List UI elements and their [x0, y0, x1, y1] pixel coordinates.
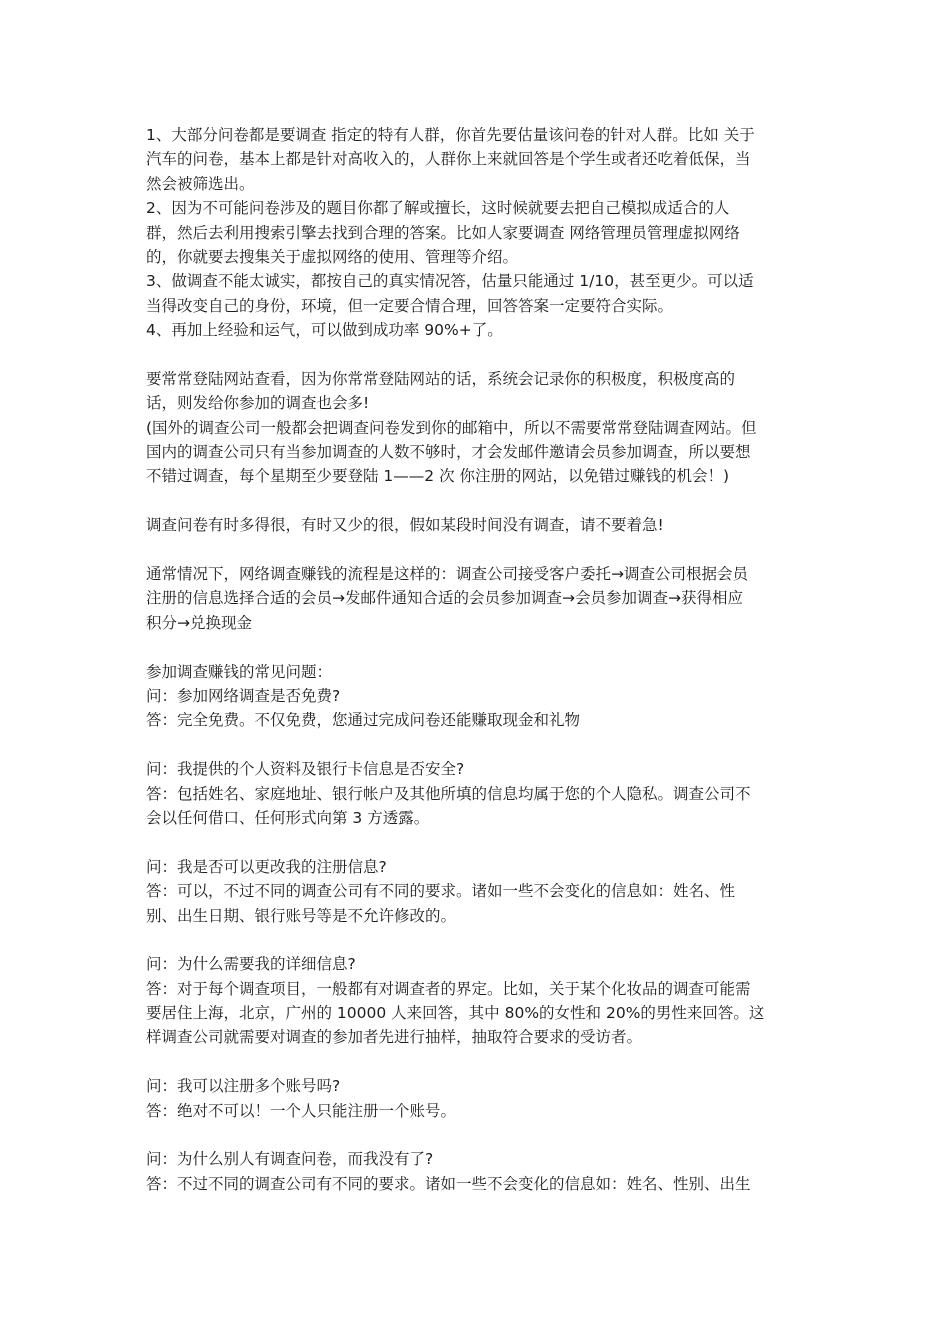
text-line: 答：对于每个调查项目，一般都有对调查者的界定。比如，关于某个化妆品的调查可能需 [146, 979, 751, 998]
text-line: 然会被筛选出。 [146, 174, 255, 193]
text-line: 1、大部分问卷都是要调查 指定的特有人群，你首先要估量该问卷的针对人群。比如 关于 [146, 126, 755, 144]
paragraph [146, 952, 806, 1050]
paragraph [146, 123, 806, 343]
paragraph [146, 1074, 806, 1123]
paragraph-gap [146, 733, 806, 757]
text-line: 问：我可以注册多个账号吗? [146, 1077, 341, 1096]
paragraph-gap [146, 635, 806, 659]
text-line: 样调查公司就需要对调查的参加者先进行抽样，抽取符合要求的受访者。 [146, 1028, 643, 1047]
text-line: 群，然后去利用搜索引擎去找到合理的答案。比如人家要调查 网络管理员管理虚拟网络 [146, 223, 740, 242]
paragraph [146, 562, 806, 635]
text-line: 问：我提供的个人资料及银行卡信息是否安全? [146, 760, 465, 779]
text-line: 当得改变自己的身份，环境，但一定要合情合理，回答答案一定要符合实际。 [146, 296, 674, 315]
text-line: 的，你就要去搜集关于虚拟网络的使用、管理等介绍。 [146, 247, 519, 266]
text-line: 问：我是否可以更改我的注册信息? [146, 857, 387, 876]
text-line: 别、出生日期、银行账号等是不允许修改的。 [146, 906, 457, 925]
paragraph [146, 757, 806, 830]
text-line: 3、做调查不能太诚实，都按自己的真实情况答，估量只能通过 1/10，甚至更少。可以适 [146, 272, 754, 291]
paragraph-gap [146, 489, 806, 513]
text-line: 通常情况下，网络调查赚钱的流程是这样的：调查公司接受客户委托→调查公司根据会员 [146, 565, 748, 584]
text-line: 问：为什么需要我的详细信息? [146, 955, 356, 974]
text-line: 答：可以，不过不同的调查公司有不同的要求。诸如一些不会变化的信息如：姓名、性 [146, 882, 736, 901]
text-line: 会以任何借口、任何形式向第 3 方透露。 [146, 808, 430, 827]
text-line: 答：包括姓名、家庭地址、银行帐户及其他所填的信息均属于您的个人隐私。调查公司不 [146, 784, 751, 803]
text-line: 4、再加上经验和运气，可以做到成功率 90%+了。 [146, 321, 503, 340]
text-line: 答：完全免费。不仅免费，您通过完成问卷还能赚取现金和礼物 [146, 711, 581, 730]
text-line: 答：绝对不可以！一个人只能注册一个账号。 [146, 1101, 457, 1120]
text-line: 问：为什么别人有调查问卷，而我没有了? [146, 1150, 434, 1169]
paragraph [146, 660, 806, 733]
paragraph-gap [146, 1123, 806, 1147]
text-line: 话，则发给你参加的调查也会多! [146, 394, 370, 413]
text-line: 注册的信息选择合适的会员→发邮件通知合适的会员参加调查→会员参加调查→获得相应 [146, 589, 743, 608]
text-line: 要常常登陆网站查看，因为你常常登陆网站的话，系统会记录你的积极度，积极度高的 [146, 369, 736, 388]
text-line: 答：不过不同的调查公司有不同的要求。诸如一些不会变化的信息如：姓名、性别、出生 [146, 1174, 751, 1193]
paragraph-gap [146, 538, 806, 562]
paragraph [146, 1147, 806, 1196]
paragraph-gap [146, 928, 806, 952]
paragraph [146, 855, 806, 928]
paragraph-gap [146, 343, 806, 367]
text-line: 汽车的问卷，基本上都是针对高收入的，人群你上来就回答是个学生或者还吃着低保，当 [146, 150, 751, 169]
text-line: 问：参加网络调查是否免费? [146, 686, 341, 705]
text-line: 积分→兑换现金 [146, 613, 252, 632]
paragraph-gap [146, 830, 806, 854]
document-body [146, 123, 806, 1196]
paragraph [146, 367, 806, 489]
text-line: (国外的调查公司一般都会把调查问卷发到你的邮箱中，所以不需要常常登陆调查网站。但 [146, 418, 757, 437]
text-line: 要居住上海，北京，广州的 10000 人来回答，其中 80%的女性和 20%的男性来回答。这 [146, 1004, 765, 1023]
text-line: 2、因为不可能问卷涉及的题目你都了解或擅长，这时候就要去把自己模拟成适合的人 [146, 199, 730, 218]
text-line: 调查问卷有时多得很，有时又少的很，假如某段时间没有调查，请不要着急! [146, 516, 664, 535]
text-line: 国内的调查公司只有当参加调查的人数不够时，才会发邮件邀请会员参加调查，所以要想 [146, 443, 751, 462]
text-line: 参加调查赚钱的常见问题： [146, 662, 333, 681]
text-line: 不错过调查，每个星期至少要登陆 1——2 次 你注册的网站，以免错过赚钱的机会！) [146, 467, 730, 486]
paragraph-gap [146, 1050, 806, 1074]
paragraph [146, 513, 806, 537]
